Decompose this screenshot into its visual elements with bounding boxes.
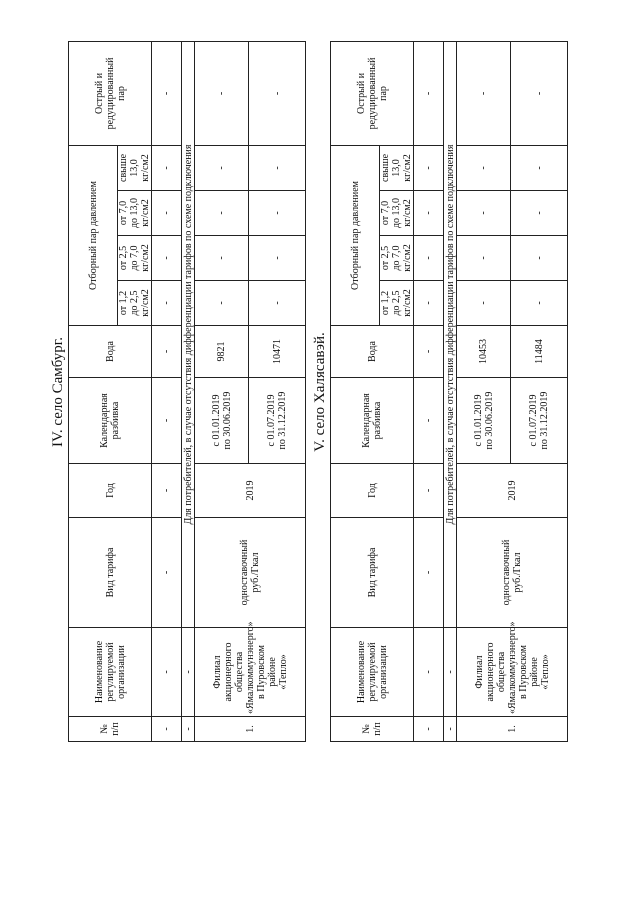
water-value-2: 10471 (249, 326, 306, 378)
header-pressure-3: от 7,0 до 13,0 кг/см2 (118, 191, 152, 236)
header-pressure-4: свыше 13,0 кг/см2 (380, 145, 414, 190)
cell-dash: - (457, 236, 511, 281)
water-value-1: 10453 (457, 326, 511, 378)
header-sharp-steam: Острый и редуцированный пар (331, 41, 414, 145)
cell-dash: - (195, 41, 249, 145)
cell-dash: - (444, 628, 457, 717)
cell-dash: - (152, 41, 182, 145)
header-pressure-2: от 2,5 до 7,0 кг/см2 (118, 236, 152, 281)
cell-dash: - (414, 41, 444, 145)
period-1: с 01.01.2019 по 30.06.2019 (195, 378, 249, 464)
row-number: 1. (195, 717, 306, 742)
cell-dash: - (414, 145, 444, 190)
span-note: Для потребителей, в случае отсутствия дифференциации тарифов по схеме подключения (444, 41, 457, 627)
cell-dash: - (249, 236, 306, 281)
cell-dash: - (195, 145, 249, 190)
cell-dash: - (152, 281, 182, 326)
cell-dash: - (152, 191, 182, 236)
cell-dash: - (511, 281, 568, 326)
header-year: Год (331, 464, 414, 518)
header-num: № п/п (69, 717, 152, 742)
table-row (195, 41, 249, 741)
cell-dash: - (457, 191, 511, 236)
row-number: 1. (457, 717, 568, 742)
cell-dash: - (511, 236, 568, 281)
header-org: Наименование регулируемой организации (331, 628, 414, 717)
section-khalyasavey (310, 42, 568, 742)
cell-dash: - (414, 464, 444, 518)
cell-dash: - (195, 236, 249, 281)
cell-dash: - (511, 191, 568, 236)
cell-dash: - (414, 518, 444, 628)
header-calendar: Календарная разбивка (69, 378, 152, 464)
cell-dash: - (249, 145, 306, 190)
table-row (457, 41, 511, 741)
header-pressure-4: свыше 13,0 кг/см2 (118, 145, 152, 190)
section-title: IV. село Самбург. (50, 336, 66, 448)
tariff-type: одноставочный руб./Гкал (457, 518, 568, 628)
cell-dash: - (414, 281, 444, 326)
cell-dash: - (414, 378, 444, 464)
cell-dash: - (414, 191, 444, 236)
span-row (444, 41, 457, 741)
water-value-1: 9821 (195, 326, 249, 378)
header-sharp-steam: Острый и редуцированный пар (69, 41, 152, 145)
header-year: Год (69, 464, 152, 518)
cell-dash: - (414, 236, 444, 281)
cell-dash: - (414, 717, 444, 742)
cell-dash: - (152, 145, 182, 190)
water-value-2: 11484 (511, 326, 568, 378)
cell-dash: - (457, 41, 511, 145)
header-org: Наименование регулируемой организации (69, 628, 152, 717)
cell-dash: - (249, 281, 306, 326)
cell-dash: - (152, 628, 182, 717)
period-2: с 01.07.2019 по 31.12.2019 (511, 378, 568, 464)
year-value: 2019 (195, 464, 306, 518)
cell-dash: - (249, 41, 306, 145)
header-pressure-1: от 1,2 до 2,5 кг/см2 (118, 281, 152, 326)
cell-dash: - (195, 191, 249, 236)
cell-dash: - (249, 191, 306, 236)
tariff-table (68, 41, 306, 742)
cell-dash: - (511, 145, 568, 190)
cell-dash: - (182, 717, 195, 742)
cell-dash: - (457, 145, 511, 190)
cell-dash: - (152, 518, 182, 628)
header-pressure-2: от 2,5 до 7,0 кг/см2 (380, 236, 414, 281)
span-note: Для потребителей, в случае отсутствия дифференциации тарифов по схеме подключения (182, 41, 195, 627)
header-tariff: Вид тарифа (69, 518, 152, 628)
cell-dash: - (444, 717, 457, 742)
dash-row (414, 41, 444, 741)
cell-dash: - (152, 236, 182, 281)
cell-dash: - (182, 628, 195, 717)
header-pressure-1: от 1,2 до 2,5 кг/см2 (380, 281, 414, 326)
tariff-type: одноставочный руб./Гкал (195, 518, 306, 628)
header-water: Вода (331, 326, 414, 378)
cell-dash: - (414, 326, 444, 378)
period-2: с 01.07.2019 по 31.12.2019 (249, 378, 306, 464)
org-name: Филиал акционерного общества «Ямалкоммунэнерго» в Пуровском районе «Тепло» (195, 628, 306, 717)
section-samburg (48, 42, 306, 742)
org-name: Филиал акционерного общества «Ямалкоммунэнерго» в Пуровском районе «Тепло» (457, 628, 568, 717)
header-num: № п/п (331, 717, 414, 742)
dash-row (152, 41, 182, 741)
cell-dash: - (414, 628, 444, 717)
cell-dash: - (152, 378, 182, 464)
year-value: 2019 (457, 464, 568, 518)
header-tariff: Вид тарифа (331, 518, 414, 628)
cell-dash: - (195, 281, 249, 326)
header-calendar: Календарная разбивка (331, 378, 414, 464)
cell-dash: - (152, 326, 182, 378)
cell-dash: - (152, 464, 182, 518)
cell-dash: - (511, 41, 568, 145)
cell-dash: - (152, 717, 182, 742)
header-steam: Отборный пар давлением (331, 145, 380, 325)
header-steam: Отборный пар давлением (69, 145, 118, 325)
period-1: с 01.01.2019 по 30.06.2019 (457, 378, 511, 464)
header-pressure-3: от 7,0 до 13,0 кг/см2 (380, 191, 414, 236)
header-water: Вода (69, 326, 152, 378)
section-title: V. село Халясавэй. (312, 332, 328, 452)
tariff-table (330, 41, 568, 742)
cell-dash: - (457, 281, 511, 326)
span-row (182, 41, 195, 741)
